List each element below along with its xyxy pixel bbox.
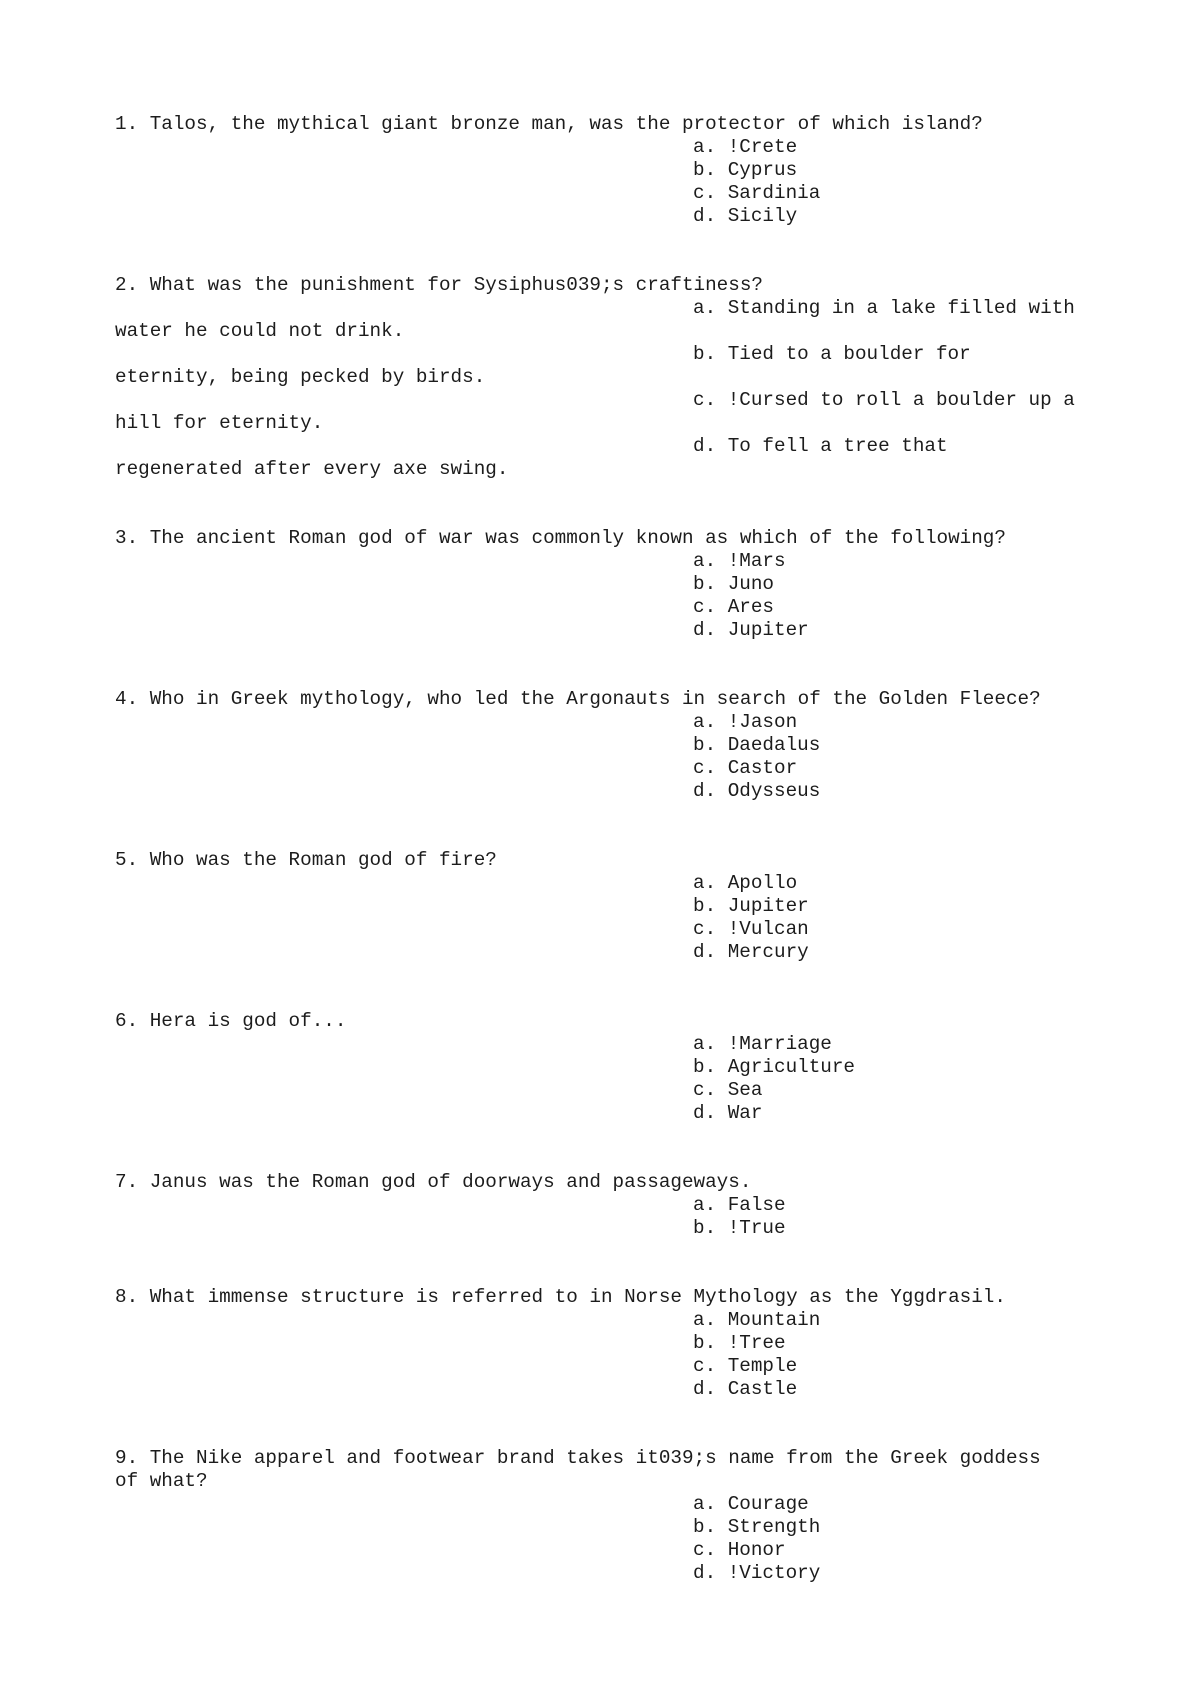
answer-option: a. !Marriage [693,1033,832,1055]
answer-option: d. Jupiter [693,619,809,641]
question-block [115,1286,1115,1401]
question-text: 7. Janus was the Roman god of doorways and passageways. [115,1171,752,1193]
question-text: 4. Who in Greek mythology, who led the Argonauts in search of the Golden Fleece? [115,688,1041,710]
question-spacer [115,642,1115,688]
answer-option: a. Apollo [693,872,798,894]
answer-option: c. Honor [693,1539,786,1561]
question-spacer [115,1401,1115,1447]
answer-option: d. Castle [693,1378,798,1400]
answer-option: b. !True [693,1217,786,1239]
question-text: 9. The Nike apparel and footwear brand takes it039;s name from the Greek goddess [115,1447,1041,1469]
answer-option: a. Mountain [693,1309,821,1331]
answer-option: c. !Cursed to roll a boulder up a [693,389,1075,411]
answer-option: a. !Mars [693,550,786,572]
answer-continuation: hill for eternity. [115,412,324,434]
question-block [115,527,1115,642]
answer-option: c. Temple [693,1355,798,1377]
question-block [115,113,1115,228]
answer-option: b. Juno [693,573,774,595]
answer-option: b. Tied to a boulder for [693,343,971,365]
answer-continuation: regenerated after every axe swing. [115,458,509,480]
question-block [115,688,1115,803]
answer-option: b. Cyprus [693,159,798,181]
answer-option: c. Ares [693,596,774,618]
answer-option: c. Sea [693,1079,763,1101]
question-text: 5. Who was the Roman god of fire? [115,849,497,871]
question-spacer [115,1240,1115,1286]
answer-option: b. Daedalus [693,734,821,756]
question-text: 1. Talos, the mythical giant bronze man, was the protector of which island? [115,113,983,135]
question-spacer [115,803,1115,849]
answer-continuation: of what? [115,1470,208,1492]
answer-option: c. !Vulcan [693,918,809,940]
answer-continuation: water he could not drink. [115,320,405,342]
answer-option: a. !Crete [693,136,798,158]
answer-option: c. Sardinia [693,182,821,204]
answer-option: b. Jupiter [693,895,809,917]
answer-option: d. Odysseus [693,780,821,802]
answer-option: a. False [693,1194,786,1216]
question-spacer [115,1125,1115,1171]
answer-option: b. Strength [693,1516,821,1538]
answer-option: d. War [693,1102,763,1124]
answer-option: d. !Victory [693,1562,821,1584]
question-block [115,1171,1115,1240]
answer-continuation: eternity, being pecked by birds. [115,366,486,388]
question-text: 3. The ancient Roman god of war was commonly known as which of the following? [115,527,1006,549]
question-block [115,274,1115,481]
answer-option: d. Mercury [693,941,809,963]
question-block [115,1447,1115,1585]
question-text: 2. What was the punishment for Sysiphus039;s craftiness? [115,274,763,296]
answer-option: d. Sicily [693,205,798,227]
question-block [115,1010,1115,1125]
quiz-document [115,113,1115,1585]
answer-option: b. !Tree [693,1332,786,1354]
question-text: 8. What immense structure is referred to in Norse Mythology as the Yggdrasil. [115,1286,1006,1308]
answer-option: a. !Jason [693,711,798,733]
answer-option: b. Agriculture [693,1056,855,1078]
question-spacer [115,228,1115,274]
answer-option: d. To fell a tree that [693,435,948,457]
question-block [115,849,1115,964]
answer-option: a. Courage [693,1493,809,1515]
question-text: 6. Hera is god of... [115,1010,347,1032]
answer-option: a. Standing in a lake filled with [693,297,1075,319]
question-spacer [115,481,1115,527]
question-spacer [115,964,1115,1010]
answer-option: c. Castor [693,757,798,779]
